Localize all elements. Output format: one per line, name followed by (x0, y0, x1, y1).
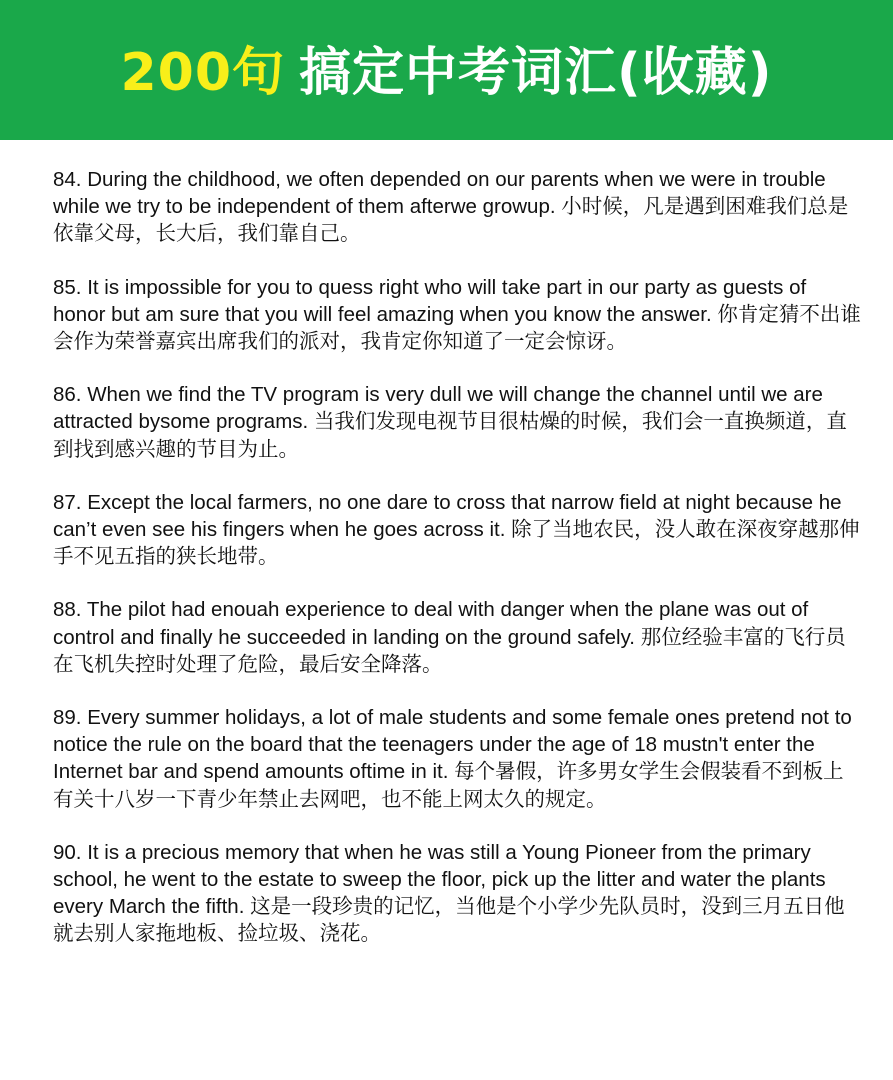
title-number: 200句 (120, 42, 285, 103)
sentence-entry-89 (53, 704, 863, 813)
title-text: 搞定中考词汇(收藏) (299, 42, 773, 103)
entry-chinese: 这是一段珍贵的记忆，当他是个小学少先队员时，没到三月五日他就去别人家拖地板、捡垃圾、浇花。 (53, 895, 845, 946)
sentence-list (53, 166, 863, 974)
entry-chinese: 当我们发现电视节目很枯燥的时候，我们会一直换频道，直到找到感兴趣的节目为止。 (53, 410, 847, 461)
sentence-entry-84 (53, 166, 863, 248)
entry-english: 90. It is a precious memory that when he was still a Young Pioneer from the primary school, he went to the estate to sweep the floor, pick up the litter and water the plants every March the fifth. (53, 840, 826, 919)
sentence-entry-85 (53, 274, 863, 356)
entry-chinese: 除了当地农民，没人敢在深夜穿越那伸手不见五指的狭长地带。 (53, 518, 860, 569)
entry-english: 85. It is impossible for you to quess right who will take part in our party as guests of honor but am sure that you will feel amazing when you know the answer. (53, 275, 807, 326)
page-title (120, 30, 772, 105)
entry-english: 88. The pilot had enouah experience to deal with danger when the plane was out of control and finally he succeeded in landing on the ground safely. (53, 598, 809, 649)
entry-english: 89. Every summer holidays, a lot of male students and some female ones pretend not to notice the rule on the board that the teenagers under the age of 18 mustn't enter the Internet bar and spend amounts oftime in it. (53, 706, 852, 784)
sentence-entry-86 (53, 381, 863, 463)
entry-english: 87. Except the local farmers, no one dare to cross that narrow field at night because he can’t even see his fingers when he goes across it. (53, 490, 842, 542)
entry-chinese: 那位经验丰富的飞行员在飞机失控时处理了危险，最后安全降落。 (53, 625, 846, 676)
sentence-entry-90 (53, 839, 863, 948)
header-banner (0, 0, 893, 140)
entry-chinese: 每个暑假，许多男女学生会假装看不到板上有关十八岁一下青少年禁止去网吧，也不能上网太久的规定。 (53, 760, 844, 811)
entry-chinese: 小时候，凡是遇到困难我们总是依靠父母，长大后，我们靠自己。 (53, 195, 849, 246)
sentence-entry-87 (53, 489, 863, 571)
entry-english: 86. When we find the TV program is very dull we will change the channel until we are attracted bysome programs. (53, 383, 823, 434)
sentence-entry-88 (53, 596, 863, 678)
entry-english: 84. During the childhood, we often depended on our parents when we were in trouble while we try to be independent of them afterwe growup. (53, 168, 826, 219)
entry-chinese: 你肯定猜不出谁会作为荣誉嘉宾出席我们的派对，我肯定你知道了一定会惊讶。 (53, 302, 861, 354)
